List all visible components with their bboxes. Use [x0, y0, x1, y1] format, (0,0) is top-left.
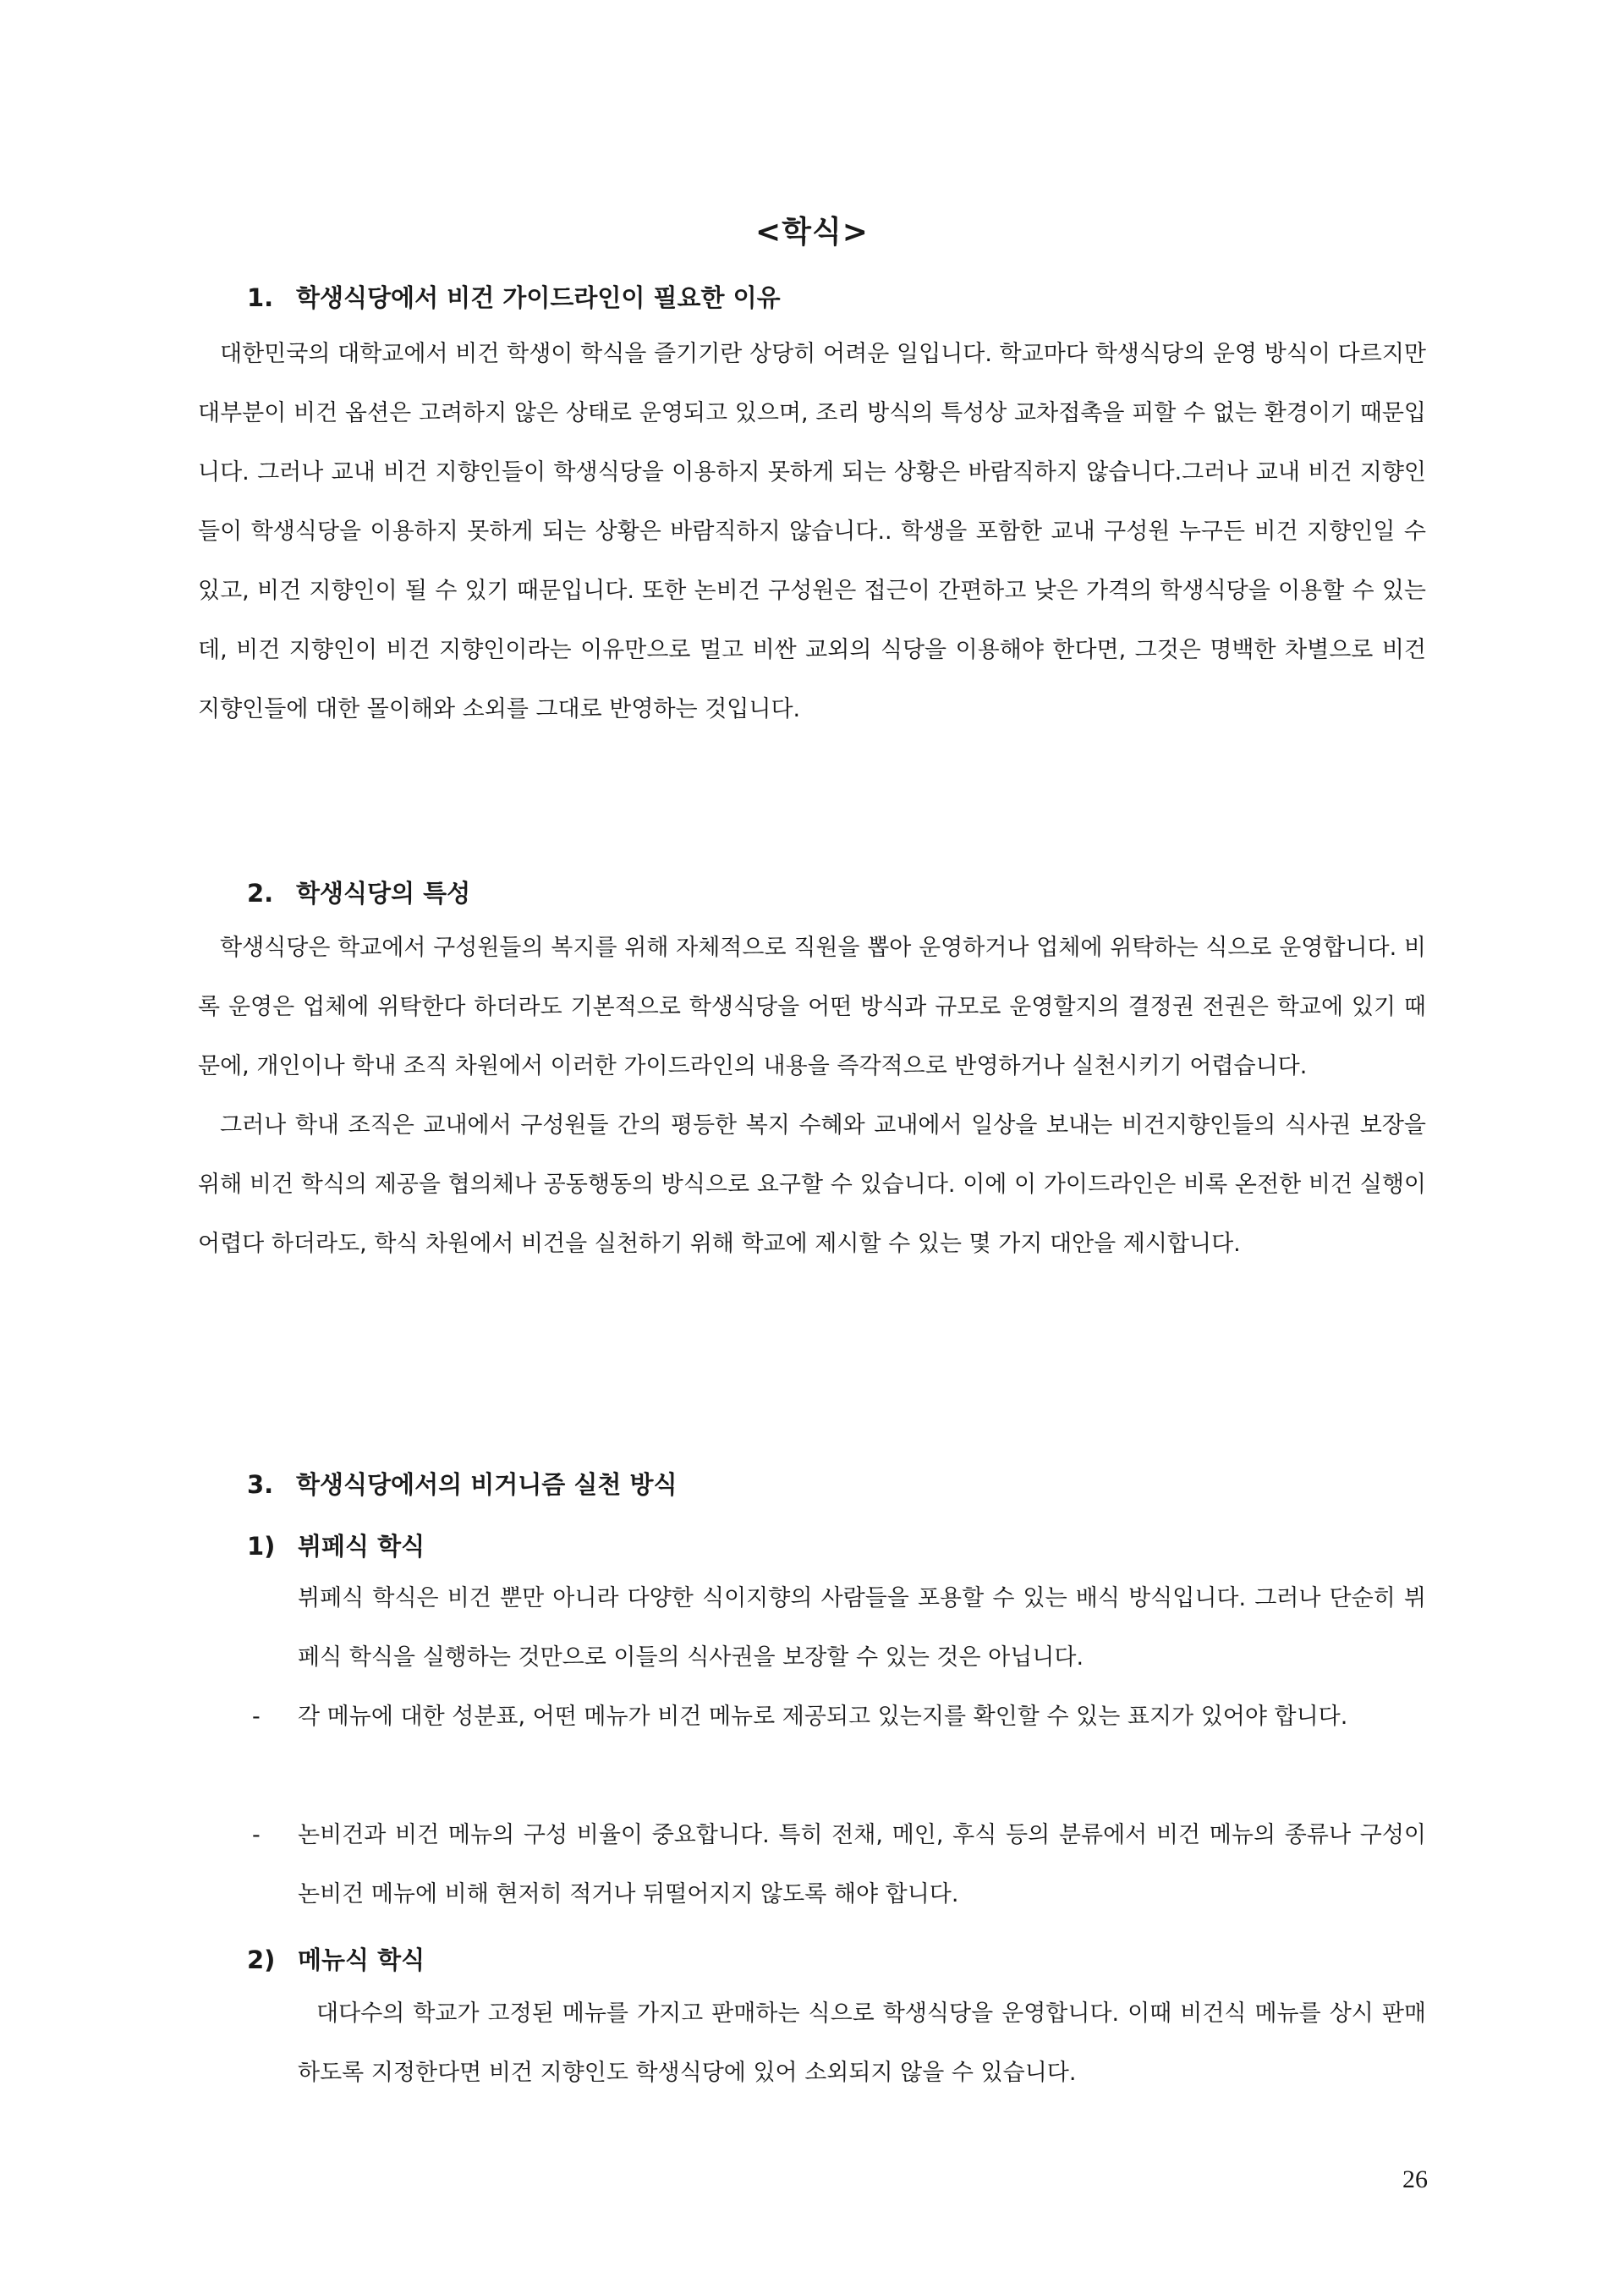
section-2-heading	[247, 875, 470, 909]
section-2-paragraph-1: 학생식당은 학교에서 구성원들의 복지를 위해 자체적으로 직원을 뽑아 운영하거나 업체에 위탁하는 식으로 운영합니다. 비록 운영은 업체에 위탁한다 하더라도 기본적으로 학생식당을 어떤 방식과 규모로 운영할지의 결정권 전권은 학교에 있기 때문에, 개인이나 학내 조직 차원에서 이러한 가이드라인의 내용을 즉각적으로 반영하거나 실천시키기 어렵습니다.	[198, 935, 1426, 1079]
subsection-1-heading	[247, 1528, 425, 1562]
subsection-2-text: 대다수의 학교가 고정된 메뉴를 가지고 판매하는 식으로 학생식당을 운영합니다. 이때 비건식 메뉴를 상시 판매하도록 지정한다면 비건 지향인도 학생식당에 있어 소외되지 않을 수 있습니다.	[298, 2000, 1426, 2086]
section-3-title: 학생식당에서의 비거니즘 실천 방식	[296, 1470, 678, 1499]
subsection-1-body	[298, 1569, 1426, 1688]
section-2-title: 학생식당의 특성	[296, 879, 471, 908]
subsection-1-number: 1)	[247, 1532, 276, 1561]
section-1-body	[198, 325, 1426, 739]
section-1-paragraph-1: 대한민국의 대학교에서 비건 학생이 학식을 즐기기란 상당히 어려운 일입니다. 학교마다 학생식당의 운영 방식이 다르지만 대부분이 비건 옵션은 고려하지 않은 상태로 운영되고 있으며, 조리 방식의 특성상 교차접촉을 피할 수 없는 환경이기 때문입니다. 그러나 교내 비건 지향인들이 학생식당을 이용하지 못하게 되는 상황은 바람직하지 않습니다.그러나 교내 비건 지향인들이 학생식당을 이용하지 못하게 되는 상황은 바람직하지 않습니다.. 학생을 포함한 교내 구성원 누구든 비건 지향인일 수 있고, 비건 지향인이 될 수 있기 때문입니다. 또한 논비건 구성원은 접근이 간편하고 낮은 가격의 학생식당을 이용할 수 있는데, 비건 지향인이 비건 지향인이라는 이유만으로 멀고 비싼 교외의 식당을 이용해야 한다면, 그것은 명백한 차별으로 비건 지향인들에 대한 몰이해와 소외를 그대로 반영하는 것입니다.	[198, 341, 1426, 722]
bullet-1-marker: -	[252, 1704, 261, 1730]
section-1-number: 1.	[247, 283, 274, 312]
subsection-2-title: 메뉴식 학식	[298, 1946, 425, 1974]
subsection-1-text: 뷔페식 학식은 비건 뿐만 아니라 다양한 식이지향의 사람들을 포용할 수 있는 배식 방식입니다. 그러나 단순히 뷔페식 학식을 실행하는 것만으로 이들의 식사권을 보장할 수 있는 것은 아닙니다.	[298, 1585, 1426, 1671]
bullet-2	[298, 1806, 1426, 1924]
section-3-heading	[247, 1466, 678, 1501]
section-2-body	[198, 919, 1426, 1274]
page-number: 26	[1402, 2165, 1428, 2193]
bullet-1	[298, 1688, 1426, 1747]
subsection-2-number: 2)	[247, 1946, 276, 1974]
bullet-1-text: 각 메뉴에 대한 성분표, 어떤 메뉴가 비건 메뉴로 제공되고 있는지를 확인할 수 있는 표지가 있어야 합니다.	[298, 1704, 1348, 1730]
page-title: <학식>	[755, 215, 869, 250]
section-3-number: 3.	[247, 1470, 274, 1499]
bullet-2-marker: -	[252, 1822, 261, 1848]
section-2-number: 2.	[247, 879, 274, 908]
section-2-paragraph-2: 그러나 학내 조직은 교내에서 구성원들 간의 평등한 복지 수혜와 교내에서 일상을 보내는 비건지향인들의 식사권 보장을 위해 비건 학식의 제공을 협의체나 공동행동의 방식으로 요구할 수 있습니다. 이에 이 가이드라인은 비록 온전한 비건 실행이 어렵다 하더라도, 학식 차원에서 비건을 실천하기 위해 학교에 제시할 수 있는 몇 가지 대안을 제시합니다.	[198, 1112, 1426, 1257]
subsection-2-body	[298, 1984, 1426, 2103]
bullet-2-text: 논비건과 비건 메뉴의 구성 비율이 중요합니다. 특히 전채, 메인, 후식 등의 분류에서 비건 메뉴의 종류나 구성이 논비건 메뉴에 비해 현저히 적거나 뒤떨어지지 않도록 해야 합니다.	[298, 1822, 1426, 1907]
subsection-1-title: 뷔페식 학식	[298, 1532, 425, 1561]
section-1-title: 학생식당에서 비건 가이드라인이 필요한 이유	[296, 283, 781, 312]
subsection-2-heading	[247, 1941, 425, 1976]
section-1-heading	[247, 279, 781, 314]
